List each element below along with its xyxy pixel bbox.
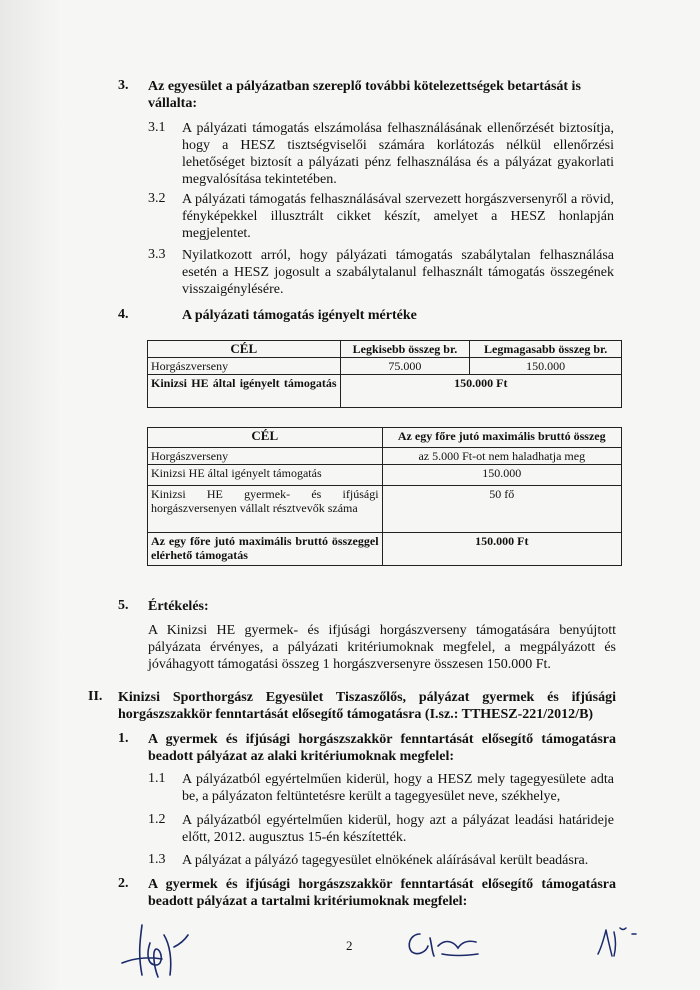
- signature-center: [402, 920, 482, 970]
- section-II-1-number: 1.: [118, 731, 129, 746]
- table-cell: 150.000 Ft: [340, 375, 621, 408]
- item-3-2-number: 3.2: [148, 191, 166, 206]
- table-cell: 75.000: [340, 358, 470, 375]
- table-header-row: [148, 428, 622, 448]
- table-header-row: [148, 341, 622, 358]
- section-5-number: 5.: [118, 598, 129, 613]
- table-row: [148, 358, 622, 375]
- item-1-1-text: A pályázatból egyértelműen kiderül, hogy a HESZ mely tagegyesülete adta be, a pályázaton feltüntetésre került a tagegyesület neve, székhelye,: [182, 772, 614, 804]
- table-cell: az 5.000 Ft-ot nem haladhatja meg: [382, 448, 621, 465]
- section-II-heading: Kinizsi Sporthorgász Egyesület Tiszaszőlős, pályázat gyermek és ifjúsági horgászszakkör fenntartását elősegítő támogatásra (I.sz.: TTHESZ-221/2012/B): [118, 690, 616, 722]
- item-1-1-number: 1.1: [148, 771, 166, 786]
- section-3-heading: [148, 78, 616, 112]
- table-cell: 150.000: [382, 465, 621, 486]
- section-4-number: 4.: [118, 307, 129, 322]
- section-5-text: A Kinizsi HE gyermek- és ifjúsági horgászverseny támogatására benyújtott pályázata érvényes, a pályázati kritériumoknak megfelel, a megpályázott és jóváhagyott támogatási összeg 1 horgászversenyre összesen 150.000 Ft.: [148, 623, 616, 672]
- table-row: [148, 448, 622, 465]
- page-number: 2: [346, 938, 353, 953]
- section-5-heading: Értékelés:: [148, 599, 209, 614]
- item-3-1-text: A pályázati támogatás elszámolása felhasználásának ellenőrzését biztosítja, hogy a HESZ tisztségviselői számára korlátozás nélkül ellenőrzési lehetőséget biztosít a pályázati pénz felhasználása és a pályázat gyakorlati megvalósítása tekintetében.: [182, 121, 614, 187]
- table-row: [148, 375, 622, 408]
- item-3-2-text: A pályázati támogatás felhasználásával szervezett horgászversenyről a rövid, fényképekkel illusztrált cikket készít, amelyet a HESZ honlapján megjelentet.: [182, 192, 614, 241]
- support-amount-table: [147, 340, 622, 408]
- item-1-3-text: A pályázat a pályázó tagegyesület elnökének aláírásával került beadásra.: [182, 853, 589, 868]
- table-header-cell: CÉL: [148, 341, 341, 358]
- table-header-cell: Az egy főre jutó maximális bruttó összeg: [382, 428, 621, 448]
- item-1-2-number: 1.2: [148, 812, 166, 827]
- table-header-cell: CÉL: [148, 428, 383, 448]
- table-cell: Horgászverseny: [148, 448, 383, 465]
- section-II-2-heading: A gyermek és ifjúsági horgászszakkör fenntartását elősegítő támogatásra beadott pályázat a tartalmi kritériumoknak megfelel:: [148, 877, 616, 909]
- table-cell: Kinizsi HE által igényelt támogatás: [148, 465, 383, 486]
- section-3-number: 3.: [118, 78, 129, 93]
- table-row: [148, 465, 622, 486]
- table-row: [148, 533, 622, 566]
- section-II-1-heading: A gyermek és ifjúsági horgászszakkör fenntartását elősegítő támogatásra beadott pályázat az alaki kritériumoknak megfelel:: [148, 732, 616, 764]
- table-cell: Kinizsi HE által igényelt támogatás: [148, 375, 341, 408]
- table-row: [148, 486, 622, 533]
- table-cell: 150.000: [470, 358, 622, 375]
- scan-edge-shadow: [0, 0, 60, 990]
- signature-right: [592, 918, 652, 968]
- item-1-3-number: 1.3: [148, 852, 166, 867]
- section-II-number: II.: [88, 689, 103, 704]
- item-3-3-number: 3.3: [148, 247, 166, 262]
- item-3-1-number: 3.1: [148, 120, 166, 135]
- section-4-heading: A pályázati támogatás igényelt mértéke: [182, 308, 417, 323]
- signature-left: [112, 905, 202, 985]
- per-person-table: [147, 427, 622, 566]
- table-header-cell: Legmagasabb összeg br.: [470, 341, 622, 358]
- table-cell: Horgászverseny: [148, 358, 341, 375]
- table-header-cell: Legkisebb összeg br.: [340, 341, 470, 358]
- item-3-3-text: Nyilatkozott arról, hogy pályázati támogatás szabálytalan felhasználása esetén a HESZ jogosult a szabálytalanul felhasznált támogatás összegének visszaigénylésére.: [182, 248, 614, 297]
- table-cell: 150.000 Ft: [382, 533, 621, 566]
- table-cell: Az egy főre jutó maximális bruttó összeggel elérhető támogatás: [148, 533, 383, 566]
- table-cell: 50 fő: [382, 486, 621, 533]
- section-3-heading-text: Az egyesület a pályázatban szereplő további kötelezettségek betartását is vállalta:: [148, 79, 581, 111]
- item-1-2-text: A pályázatból egyértelműen kiderül, hogy azt a pályázat leadási határideje előtt, 2012. augusztus 15-én készítették.: [182, 813, 614, 845]
- section-II-2-number: 2.: [118, 876, 129, 891]
- table-cell: Kinizsi HE gyermek- és ifjúsági horgászversenyen vállalt résztvevők száma: [148, 486, 383, 533]
